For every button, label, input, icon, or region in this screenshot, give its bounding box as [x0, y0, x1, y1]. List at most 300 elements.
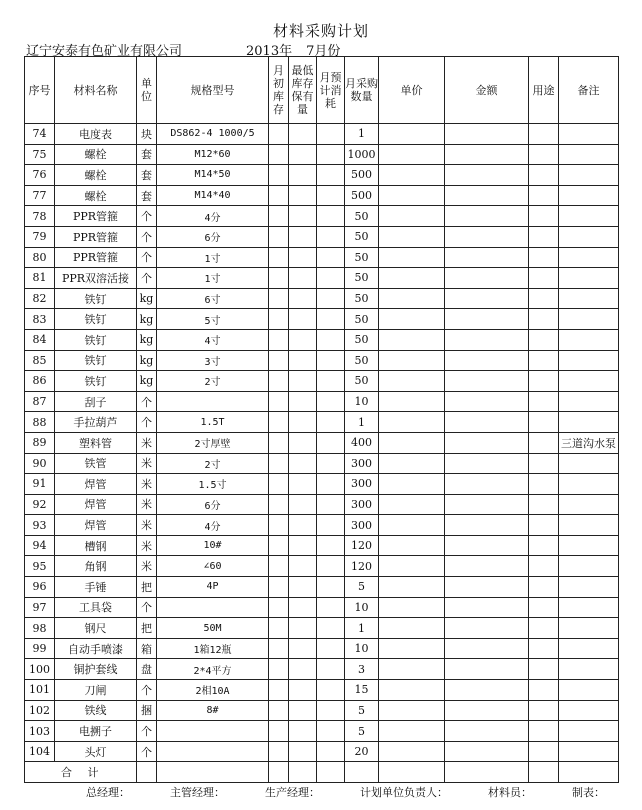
table-row	[25, 597, 619, 618]
cell-min-stock	[289, 556, 317, 577]
cell-amount	[445, 391, 529, 412]
cell-remarks	[559, 453, 619, 474]
table-row	[25, 165, 619, 186]
cell-amount	[445, 577, 529, 598]
cell-spec: 2*4平方	[157, 659, 269, 680]
cell-est-consumption	[317, 577, 345, 598]
table-row	[25, 453, 619, 474]
cell-name: 铁管	[55, 453, 137, 474]
table-row	[25, 680, 619, 701]
cell-unit-price	[379, 556, 445, 577]
cell-remarks	[559, 329, 619, 350]
cell-min-stock	[289, 597, 317, 618]
cell-unit-price	[379, 515, 445, 536]
cell-purchase-qty: 120	[345, 556, 379, 577]
cell-seq: 85	[25, 350, 55, 371]
total-cell	[317, 762, 345, 783]
cell-seq: 88	[25, 412, 55, 433]
cell-name: 焊管	[55, 474, 137, 495]
cell-est-consumption	[317, 247, 345, 268]
cell-unit-price	[379, 329, 445, 350]
cell-amount	[445, 309, 529, 330]
cell-usage	[529, 535, 559, 556]
cell-purchase-qty: 50	[345, 247, 379, 268]
cell-usage	[529, 144, 559, 165]
cell-purchase-qty: 5	[345, 700, 379, 721]
cell-min-stock	[289, 741, 317, 762]
cell-remarks	[559, 165, 619, 186]
cell-amount	[445, 494, 529, 515]
cell-remarks	[559, 597, 619, 618]
cell-opening-stock	[269, 288, 289, 309]
cell-usage	[529, 268, 559, 289]
cell-unit: 个	[137, 391, 157, 412]
cell-name: 铁钉	[55, 309, 137, 330]
table-header-row	[25, 57, 619, 124]
cell-unit-price	[379, 535, 445, 556]
cell-est-consumption	[317, 494, 345, 515]
cell-unit: 个	[137, 268, 157, 289]
cell-est-consumption	[317, 659, 345, 680]
table-row	[25, 556, 619, 577]
cell-est-consumption	[317, 124, 345, 145]
cell-remarks	[559, 288, 619, 309]
cell-est-consumption	[317, 741, 345, 762]
cell-est-consumption	[317, 412, 345, 433]
cell-remarks	[559, 638, 619, 659]
cell-unit: 米	[137, 535, 157, 556]
cell-seq: 77	[25, 185, 55, 206]
cell-name: 铁钉	[55, 329, 137, 350]
cell-usage	[529, 247, 559, 268]
table-row	[25, 721, 619, 742]
cell-est-consumption	[317, 556, 345, 577]
cell-min-stock	[289, 659, 317, 680]
cell-purchase-qty: 10	[345, 391, 379, 412]
cell-name: 手拉葫芦	[55, 412, 137, 433]
cell-seq: 90	[25, 453, 55, 474]
cell-name: PPR管箍	[55, 247, 137, 268]
cell-opening-stock	[269, 494, 289, 515]
table-row	[25, 226, 619, 247]
cell-remarks	[559, 206, 619, 227]
cell-purchase-qty: 1	[345, 124, 379, 145]
cell-opening-stock	[269, 741, 289, 762]
cell-unit-price	[379, 391, 445, 412]
cell-unit-price	[379, 185, 445, 206]
cell-name: 焊管	[55, 515, 137, 536]
cell-purchase-qty: 400	[345, 432, 379, 453]
cell-name: 塑料管	[55, 432, 137, 453]
cell-seq: 74	[25, 124, 55, 145]
cell-purchase-qty: 120	[345, 535, 379, 556]
cell-amount	[445, 700, 529, 721]
cell-purchase-qty: 50	[345, 329, 379, 350]
cell-remarks	[559, 494, 619, 515]
total-label: 合 计	[25, 762, 137, 783]
cell-unit-price	[379, 618, 445, 639]
cell-seq: 76	[25, 165, 55, 186]
cell-unit-price	[379, 124, 445, 145]
cell-name: 铜护套线	[55, 659, 137, 680]
header-purchase-qty: 月采购数量	[345, 57, 379, 124]
cell-usage	[529, 515, 559, 536]
cell-spec: 2相10A	[157, 680, 269, 701]
cell-purchase-qty: 3	[345, 659, 379, 680]
cell-amount	[445, 535, 529, 556]
cell-spec: 6寸	[157, 288, 269, 309]
purchase-plan-table	[24, 56, 619, 783]
cell-usage	[529, 577, 559, 598]
sig-preparer: 制表：	[572, 786, 605, 799]
cell-est-consumption	[317, 165, 345, 186]
cell-amount	[445, 329, 529, 350]
cell-unit-price	[379, 432, 445, 453]
cell-unit-price	[379, 700, 445, 721]
cell-unit: 个	[137, 226, 157, 247]
cell-spec: 1.5寸	[157, 474, 269, 495]
cell-usage	[529, 680, 559, 701]
cell-min-stock	[289, 618, 317, 639]
cell-name: 铁钉	[55, 350, 137, 371]
cell-min-stock	[289, 288, 317, 309]
cell-name: 刮子	[55, 391, 137, 412]
cell-name: 铁钉	[55, 288, 137, 309]
cell-est-consumption	[317, 288, 345, 309]
cell-seq: 104	[25, 741, 55, 762]
cell-spec: 8#	[157, 700, 269, 721]
cell-amount	[445, 247, 529, 268]
cell-usage	[529, 556, 559, 577]
cell-min-stock	[289, 700, 317, 721]
total-cell	[445, 762, 529, 783]
cell-name: 螺栓	[55, 144, 137, 165]
cell-est-consumption	[317, 309, 345, 330]
cell-seq: 79	[25, 226, 55, 247]
cell-opening-stock	[269, 185, 289, 206]
cell-spec: 50M	[157, 618, 269, 639]
cell-spec: 4P	[157, 577, 269, 598]
cell-purchase-qty: 50	[345, 350, 379, 371]
cell-seq: 81	[25, 268, 55, 289]
cell-seq: 83	[25, 309, 55, 330]
cell-seq: 84	[25, 329, 55, 350]
cell-name: 螺栓	[55, 185, 137, 206]
signature-line	[86, 784, 642, 800]
cell-remarks	[559, 577, 619, 598]
cell-purchase-qty: 50	[345, 206, 379, 227]
cell-purchase-qty: 50	[345, 288, 379, 309]
cell-name: 自动手喷漆	[55, 638, 137, 659]
cell-opening-stock	[269, 226, 289, 247]
cell-remarks	[559, 556, 619, 577]
cell-remarks	[559, 371, 619, 392]
sig-planning-unit-lead: 计划单位负责人：	[360, 786, 448, 799]
cell-purchase-qty: 300	[345, 494, 379, 515]
cell-seq: 75	[25, 144, 55, 165]
table-row	[25, 412, 619, 433]
cell-usage	[529, 309, 559, 330]
cell-amount	[445, 432, 529, 453]
header-amount: 金额	[445, 57, 529, 124]
cell-seq: 96	[25, 577, 55, 598]
cell-est-consumption	[317, 474, 345, 495]
total-cell	[559, 762, 619, 783]
cell-amount	[445, 185, 529, 206]
cell-min-stock	[289, 515, 317, 536]
cell-min-stock	[289, 350, 317, 371]
table-row	[25, 515, 619, 536]
cell-amount	[445, 350, 529, 371]
cell-name: 工具袋	[55, 597, 137, 618]
cell-amount	[445, 515, 529, 536]
cell-usage	[529, 412, 559, 433]
cell-unit-price	[379, 206, 445, 227]
cell-seq: 89	[25, 432, 55, 453]
cell-unit: kg	[137, 350, 157, 371]
cell-spec: 4分	[157, 515, 269, 536]
cell-unit: kg	[137, 329, 157, 350]
cell-est-consumption	[317, 268, 345, 289]
cell-usage	[529, 638, 559, 659]
cell-seq: 87	[25, 391, 55, 412]
cell-unit-price	[379, 638, 445, 659]
total-cell	[529, 762, 559, 783]
cell-est-consumption	[317, 700, 345, 721]
plan-year: 2013年	[246, 44, 293, 59]
cell-min-stock	[289, 391, 317, 412]
cell-unit: kg	[137, 309, 157, 330]
cell-seq: 98	[25, 618, 55, 639]
cell-min-stock	[289, 494, 317, 515]
cell-spec: 5寸	[157, 309, 269, 330]
cell-opening-stock	[269, 412, 289, 433]
cell-usage	[529, 474, 559, 495]
cell-amount	[445, 288, 529, 309]
cell-unit: 套	[137, 144, 157, 165]
cell-unit: kg	[137, 371, 157, 392]
cell-unit: 块	[137, 124, 157, 145]
cell-unit-price	[379, 741, 445, 762]
cell-opening-stock	[269, 556, 289, 577]
cell-remarks	[559, 412, 619, 433]
table-row	[25, 638, 619, 659]
cell-purchase-qty: 1	[345, 618, 379, 639]
table-row	[25, 618, 619, 639]
header-est-consumption: 月预计消耗	[317, 57, 345, 124]
cell-unit: 米	[137, 494, 157, 515]
cell-unit: 个	[137, 597, 157, 618]
cell-usage	[529, 124, 559, 145]
cell-unit-price	[379, 412, 445, 433]
cell-est-consumption	[317, 226, 345, 247]
cell-name: 铁线	[55, 700, 137, 721]
cell-opening-stock	[269, 638, 289, 659]
cell-remarks	[559, 515, 619, 536]
cell-remarks	[559, 350, 619, 371]
table-row	[25, 329, 619, 350]
cell-spec: 6分	[157, 226, 269, 247]
cell-amount	[445, 597, 529, 618]
cell-opening-stock	[269, 577, 289, 598]
cell-spec	[157, 391, 269, 412]
cell-unit: 箱	[137, 638, 157, 659]
cell-unit: 把	[137, 577, 157, 598]
table-row	[25, 309, 619, 330]
cell-usage	[529, 350, 559, 371]
cell-unit: 个	[137, 412, 157, 433]
cell-name: 螺栓	[55, 165, 137, 186]
cell-unit: 个	[137, 247, 157, 268]
cell-spec: 2寸	[157, 371, 269, 392]
cell-min-stock	[289, 474, 317, 495]
cell-spec: 2寸厚壁	[157, 432, 269, 453]
cell-seq: 102	[25, 700, 55, 721]
cell-unit-price	[379, 494, 445, 515]
cell-unit-price	[379, 144, 445, 165]
cell-purchase-qty: 500	[345, 185, 379, 206]
sig-supervisor: 主管经理：	[170, 786, 225, 799]
cell-spec: M12*60	[157, 144, 269, 165]
cell-min-stock	[289, 226, 317, 247]
cell-usage	[529, 432, 559, 453]
cell-unit-price	[379, 350, 445, 371]
cell-min-stock	[289, 577, 317, 598]
cell-spec: 1箱12瓶	[157, 638, 269, 659]
cell-remarks	[559, 226, 619, 247]
cell-remarks	[559, 721, 619, 742]
cell-min-stock	[289, 721, 317, 742]
cell-seq: 80	[25, 247, 55, 268]
header-seq: 序号	[25, 57, 55, 124]
cell-min-stock	[289, 206, 317, 227]
table-row	[25, 741, 619, 762]
cell-unit-price	[379, 453, 445, 474]
cell-opening-stock	[269, 474, 289, 495]
cell-spec: 6分	[157, 494, 269, 515]
cell-min-stock	[289, 247, 317, 268]
cell-seq: 103	[25, 721, 55, 742]
cell-usage	[529, 329, 559, 350]
cell-seq: 86	[25, 371, 55, 392]
cell-name: 手锤	[55, 577, 137, 598]
cell-name: PPR管箍	[55, 226, 137, 247]
cell-usage	[529, 185, 559, 206]
cell-remarks	[559, 474, 619, 495]
plan-month: 7月份	[306, 44, 341, 59]
cell-unit-price	[379, 247, 445, 268]
total-cell	[379, 762, 445, 783]
cell-usage	[529, 371, 559, 392]
cell-spec: M14*40	[157, 185, 269, 206]
cell-usage	[529, 659, 559, 680]
cell-unit: 米	[137, 556, 157, 577]
cell-remarks	[559, 741, 619, 762]
document-title: 材料采购计划	[272, 22, 369, 40]
cell-amount	[445, 124, 529, 145]
table-row	[25, 432, 619, 453]
cell-est-consumption	[317, 206, 345, 227]
cell-opening-stock	[269, 432, 289, 453]
cell-amount	[445, 412, 529, 433]
cell-opening-stock	[269, 700, 289, 721]
cell-opening-stock	[269, 268, 289, 289]
cell-remarks	[559, 391, 619, 412]
total-cell	[269, 762, 289, 783]
table-row	[25, 700, 619, 721]
cell-est-consumption	[317, 535, 345, 556]
cell-remarks	[559, 700, 619, 721]
cell-opening-stock	[269, 721, 289, 742]
cell-min-stock	[289, 165, 317, 186]
total-row	[25, 762, 619, 783]
cell-usage	[529, 391, 559, 412]
cell-unit-price	[379, 288, 445, 309]
cell-purchase-qty: 50	[345, 309, 379, 330]
cell-unit: 个	[137, 741, 157, 762]
cell-unit: kg	[137, 288, 157, 309]
cell-usage	[529, 226, 559, 247]
sig-production-manager: 生产经理：	[265, 786, 320, 799]
cell-unit-price	[379, 597, 445, 618]
cell-est-consumption	[317, 453, 345, 474]
cell-seq: 94	[25, 535, 55, 556]
cell-spec: 10#	[157, 535, 269, 556]
table-row	[25, 535, 619, 556]
total-cell	[157, 762, 269, 783]
cell-unit-price	[379, 659, 445, 680]
cell-est-consumption	[317, 432, 345, 453]
cell-spec: 4分	[157, 206, 269, 227]
cell-name: PPR双溶活接	[55, 268, 137, 289]
cell-unit: 盘	[137, 659, 157, 680]
cell-remarks	[559, 247, 619, 268]
cell-usage	[529, 494, 559, 515]
table-row	[25, 577, 619, 598]
cell-purchase-qty: 5	[345, 721, 379, 742]
cell-opening-stock	[269, 680, 289, 701]
cell-est-consumption	[317, 371, 345, 392]
cell-min-stock	[289, 185, 317, 206]
header-usage: 用途	[529, 57, 559, 124]
cell-min-stock	[289, 535, 317, 556]
cell-unit-price	[379, 721, 445, 742]
cell-unit-price	[379, 226, 445, 247]
cell-min-stock	[289, 453, 317, 474]
cell-usage	[529, 618, 559, 639]
cell-usage	[529, 288, 559, 309]
cell-amount	[445, 371, 529, 392]
cell-purchase-qty: 300	[345, 474, 379, 495]
cell-est-consumption	[317, 618, 345, 639]
cell-est-consumption	[317, 329, 345, 350]
cell-opening-stock	[269, 144, 289, 165]
cell-est-consumption	[317, 638, 345, 659]
cell-spec: ∠60	[157, 556, 269, 577]
cell-est-consumption	[317, 185, 345, 206]
cell-min-stock	[289, 371, 317, 392]
cell-opening-stock	[269, 535, 289, 556]
cell-amount	[445, 659, 529, 680]
cell-purchase-qty: 50	[345, 226, 379, 247]
cell-purchase-qty: 20	[345, 741, 379, 762]
cell-unit: 米	[137, 474, 157, 495]
cell-min-stock	[289, 680, 317, 701]
cell-est-consumption	[317, 350, 345, 371]
cell-opening-stock	[269, 391, 289, 412]
cell-amount	[445, 226, 529, 247]
cell-amount	[445, 741, 529, 762]
